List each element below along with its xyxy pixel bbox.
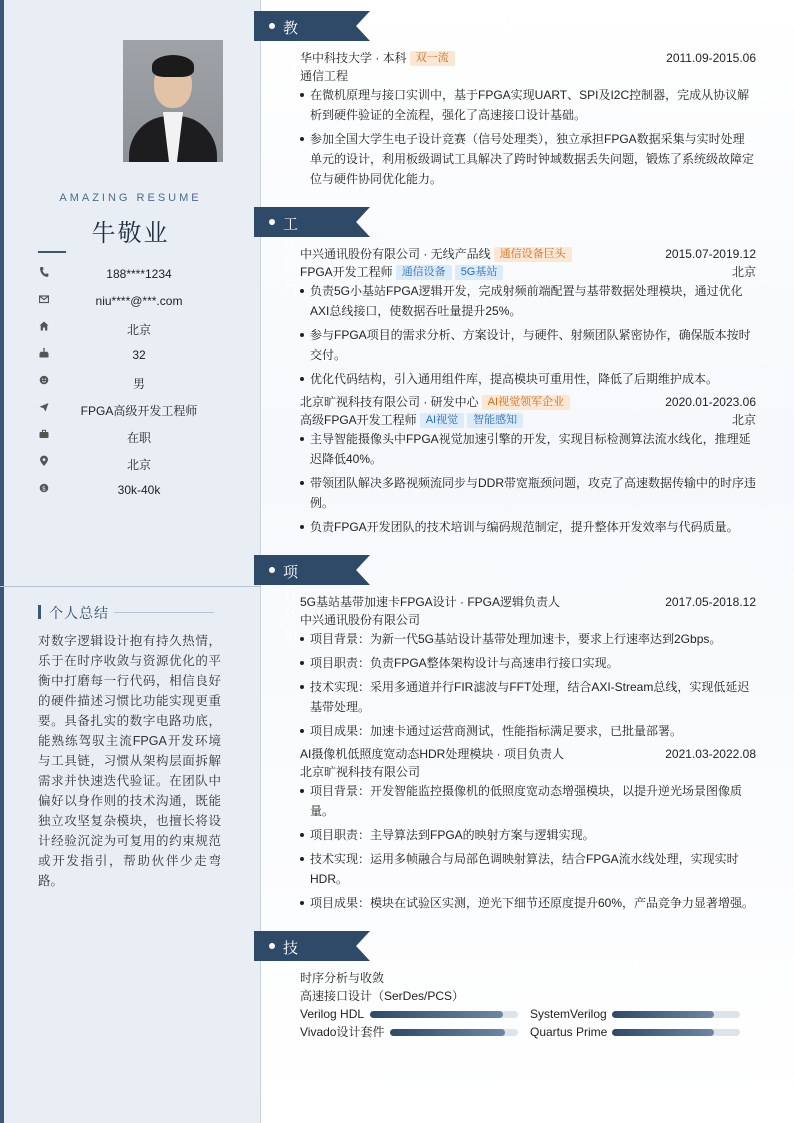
info-position [38, 401, 248, 419]
project-company: 中兴通讯股份有限公司 [300, 613, 421, 627]
education-header-row [300, 49, 756, 67]
heading-rule [114, 612, 214, 613]
skill-item [300, 1005, 518, 1023]
project-period: 2021.03-2022.08 [665, 747, 756, 761]
info-status [38, 428, 248, 446]
briefcase-icon [38, 428, 50, 444]
list-item: 项目成果：模块在试验区实测，逆光下细节还原度提升60%，产品竞争力显著增强。 [300, 893, 756, 913]
info-city [38, 455, 248, 473]
job-bullets [300, 281, 756, 389]
school-tag: 双一流 [410, 51, 455, 66]
project-name: 5G基站基带加速卡FPGA设计 · FPGA逻辑负责人 [300, 595, 561, 609]
skill-track [612, 1029, 740, 1036]
info-age [38, 347, 248, 365]
role-tag: AI视觉 [420, 413, 464, 428]
skill-bar-row [300, 1005, 756, 1023]
person-name: 牛敬业 [91, 220, 170, 247]
work-job-1 [300, 245, 756, 393]
skill-track [612, 1011, 740, 1018]
role-tag: 5G基站 [455, 265, 504, 280]
svg-text:$: $ [41, 484, 47, 493]
project-company: 北京旷视科技有限公司 [300, 765, 421, 779]
job-bullets [300, 429, 756, 537]
project-bullets [300, 781, 756, 913]
skill-name: Verilog HDL [300, 1007, 365, 1021]
summary-title: 个人总结 [49, 605, 109, 621]
job-header-row [300, 393, 756, 411]
project-header-row [300, 593, 756, 611]
company-name: 中兴通讯股份有限公司 · 无线产品线 [300, 247, 491, 261]
sidebar [0, 0, 261, 1123]
list-item: 项目背景：为新一代5G基站设计基带处理加速卡，要求上行速率达到2Gbps。 [300, 629, 756, 649]
list-item: 项目成果：加速卡通过运营商测试，性能指标满足要求，已批量部署。 [300, 721, 756, 741]
info-value: 北京 [126, 458, 151, 472]
section-title: 技能专长 [283, 940, 300, 1020]
bullet-dot [269, 23, 275, 29]
section-title: 工作经历 [283, 216, 300, 296]
job-role: 高级FPGA开发工程师 [300, 413, 417, 427]
list-item: 技术实现：采用多通道并行FIR滤波与FFT处理，结合AXI-Stream总线，实现低延迟基带处理。 [300, 677, 756, 717]
info-value: 北京 [126, 323, 151, 337]
info-phone [38, 266, 248, 284]
job-role-row [300, 263, 756, 281]
school-name: 华中科技大学 · 本科 [300, 51, 407, 65]
education-period: 2011.09-2015.06 [666, 51, 756, 65]
job-period: 2015.07-2019.12 [665, 247, 756, 261]
skill-bar-row [300, 1023, 756, 1041]
info-value: FPGA高级开发工程师 [80, 404, 198, 418]
job-role: FPGA开发工程师 [300, 265, 393, 279]
skill-name: SystemVerilog [530, 1007, 607, 1021]
info-value: 男 [132, 377, 145, 391]
project-bullets [300, 629, 756, 741]
info-home [38, 320, 248, 338]
skill-track [370, 1011, 518, 1018]
job-location: 北京 [731, 265, 756, 279]
info-value: niu****@***.com [95, 294, 183, 308]
list-item: 项目职责：负责FPGA整体架构设计与高速串行接口实现。 [300, 653, 756, 673]
skill-level-fill [370, 1011, 503, 1018]
list-item: 带领团队解决多路视频流同步与DDR带宽瓶颈问题，攻克了高速数据传输中的时序违例。 [300, 473, 756, 513]
info-email [38, 293, 248, 311]
skill-track [390, 1029, 518, 1036]
info-salary [38, 482, 248, 500]
info-value: 30k-40k [117, 483, 161, 497]
company-tag: AI视觉领军企业 [482, 395, 570, 410]
skill-item [530, 1023, 740, 1041]
name-underline [38, 251, 66, 253]
tagline: AMAZING RESUME [59, 192, 202, 204]
skill-item [530, 1005, 740, 1023]
company-name: 北京旷视科技有限公司 · 研发中心 [300, 395, 479, 409]
skill-name: Quartus Prime [530, 1025, 608, 1039]
skill-item [300, 1023, 518, 1041]
send-icon [38, 401, 50, 417]
section-title: 项目经历 [283, 564, 300, 644]
list-item: 负责FPGA开发团队的技术培训与编码规范制定，提升整体开发效率与代码质量。 [300, 517, 756, 537]
job-location: 北京 [731, 413, 756, 427]
section-title: 教育经历 [283, 20, 300, 100]
salary-icon [38, 482, 50, 498]
job-period: 2020.01-2023.06 [665, 395, 756, 409]
education-major: 通信工程 [300, 69, 349, 83]
list-item: 主导智能摄像头中FPGA视觉加速引擎的开发，实现目标检测算法流水线化，推理延迟降低40%。 [300, 429, 756, 469]
info-value: 在职 [126, 431, 151, 445]
work-job-2 [300, 393, 756, 541]
gender-icon [38, 374, 50, 390]
phone-icon [38, 266, 50, 282]
list-item: 项目职责：主导算法到FPGA的映射方案与逻辑实现。 [300, 825, 756, 845]
education-bullets [300, 85, 756, 189]
role-tag: 通信设备 [396, 265, 452, 280]
summary-text: 对数字逻辑设计抱有持久热情，乐于在时序收敛与资源优化的平衡中打磨每一行代码，相信良好的硬件描述习惯比功能实现更重要。具备扎实的数字电路功底，能熟练驾驭主流FPGA开发环境与工具链，习惯从架构层面拆解需求并快速迭代验证。在团队中偏好以身作则的技术沟通，既能独立攻坚复杂模块，也擅长将设计经验沉淀为可复用的约束规范或开发指引，帮助伙伴少走弯路。 [38, 634, 221, 888]
info-value: 32 [132, 348, 146, 362]
skills-block [300, 969, 756, 1041]
summary-heading [38, 603, 238, 621]
project-period: 2017.05-2018.12 [665, 595, 756, 609]
role-tag: 智能感知 [467, 413, 523, 428]
skill-name: Vivado设计套件 [300, 1025, 385, 1039]
skill-level-fill [612, 1011, 714, 1018]
home-icon [38, 320, 50, 336]
mail-icon [38, 293, 50, 309]
project-2 [300, 745, 756, 917]
list-item: 负责5G小基站FPGA逻辑开发，完成射频前端配置与基带数据处理模块，通过优化AXI总线接口，使数据吞吐量提升25%。 [300, 281, 756, 321]
skill-level-fill [390, 1029, 505, 1036]
info-value: 188****1234 [106, 267, 172, 281]
project-1 [300, 593, 756, 745]
list-item: 项目背景：开发智能监控摄像机的低照度宽动态增强模块，以提升逆光场景图像质量。 [300, 781, 756, 821]
list-item: 参加全国大学生电子设计竞赛（信号处理类），独立承担FPGA数据采集与实时处理单元的设计，利用板级调试工具解决了跨时钟域数据丢失问题，锻炼了系统级故障定位与硬件协同优化能力。 [300, 129, 756, 189]
location-pin-icon [38, 455, 50, 471]
sidebar-divider [0, 586, 261, 587]
info-gender [38, 374, 248, 392]
heading-mark [38, 605, 41, 619]
bullet-dot [269, 943, 275, 949]
cake-icon [38, 347, 50, 363]
education-block [300, 49, 756, 193]
sidebar-edge [0, 0, 4, 1123]
list-item: 在微机原理与接口实训中，基于FPGA实现UART、SPI及I2C控制器，完成从协议解析到硬件验证的全流程，强化了高速接口设计基础。 [300, 85, 756, 125]
bullet-dot [269, 219, 275, 225]
list-item: 参与FPGA项目的需求分析、方案设计，与硬件、射频团队紧密协作，确保版本按时交付。 [300, 325, 756, 365]
list-item: 优化代码结构，引入通用组件库，提高模块可重用性，降低了后期维护成本。 [300, 369, 756, 389]
company-tag: 通信设备巨头 [494, 247, 572, 262]
bullet-dot [269, 567, 275, 573]
skill-line: 时序分析与收敛 [300, 971, 385, 985]
avatar-hair [152, 55, 194, 77]
project-name: AI摄像机低照度宽动态HDR处理模块 · 项目负责人 [300, 747, 565, 761]
skill-level-fill [612, 1029, 714, 1036]
avatar [123, 40, 223, 162]
project-header-row [300, 745, 756, 763]
list-item: 技术实现：运用多帧融合与局部色调映射算法，结合FPGA流水线处理，实现实时HDR。 [300, 849, 756, 889]
job-role-row [300, 411, 756, 429]
skill-line: 高速接口设计（SerDes/PCS） [300, 989, 465, 1003]
job-header-row [300, 245, 756, 263]
